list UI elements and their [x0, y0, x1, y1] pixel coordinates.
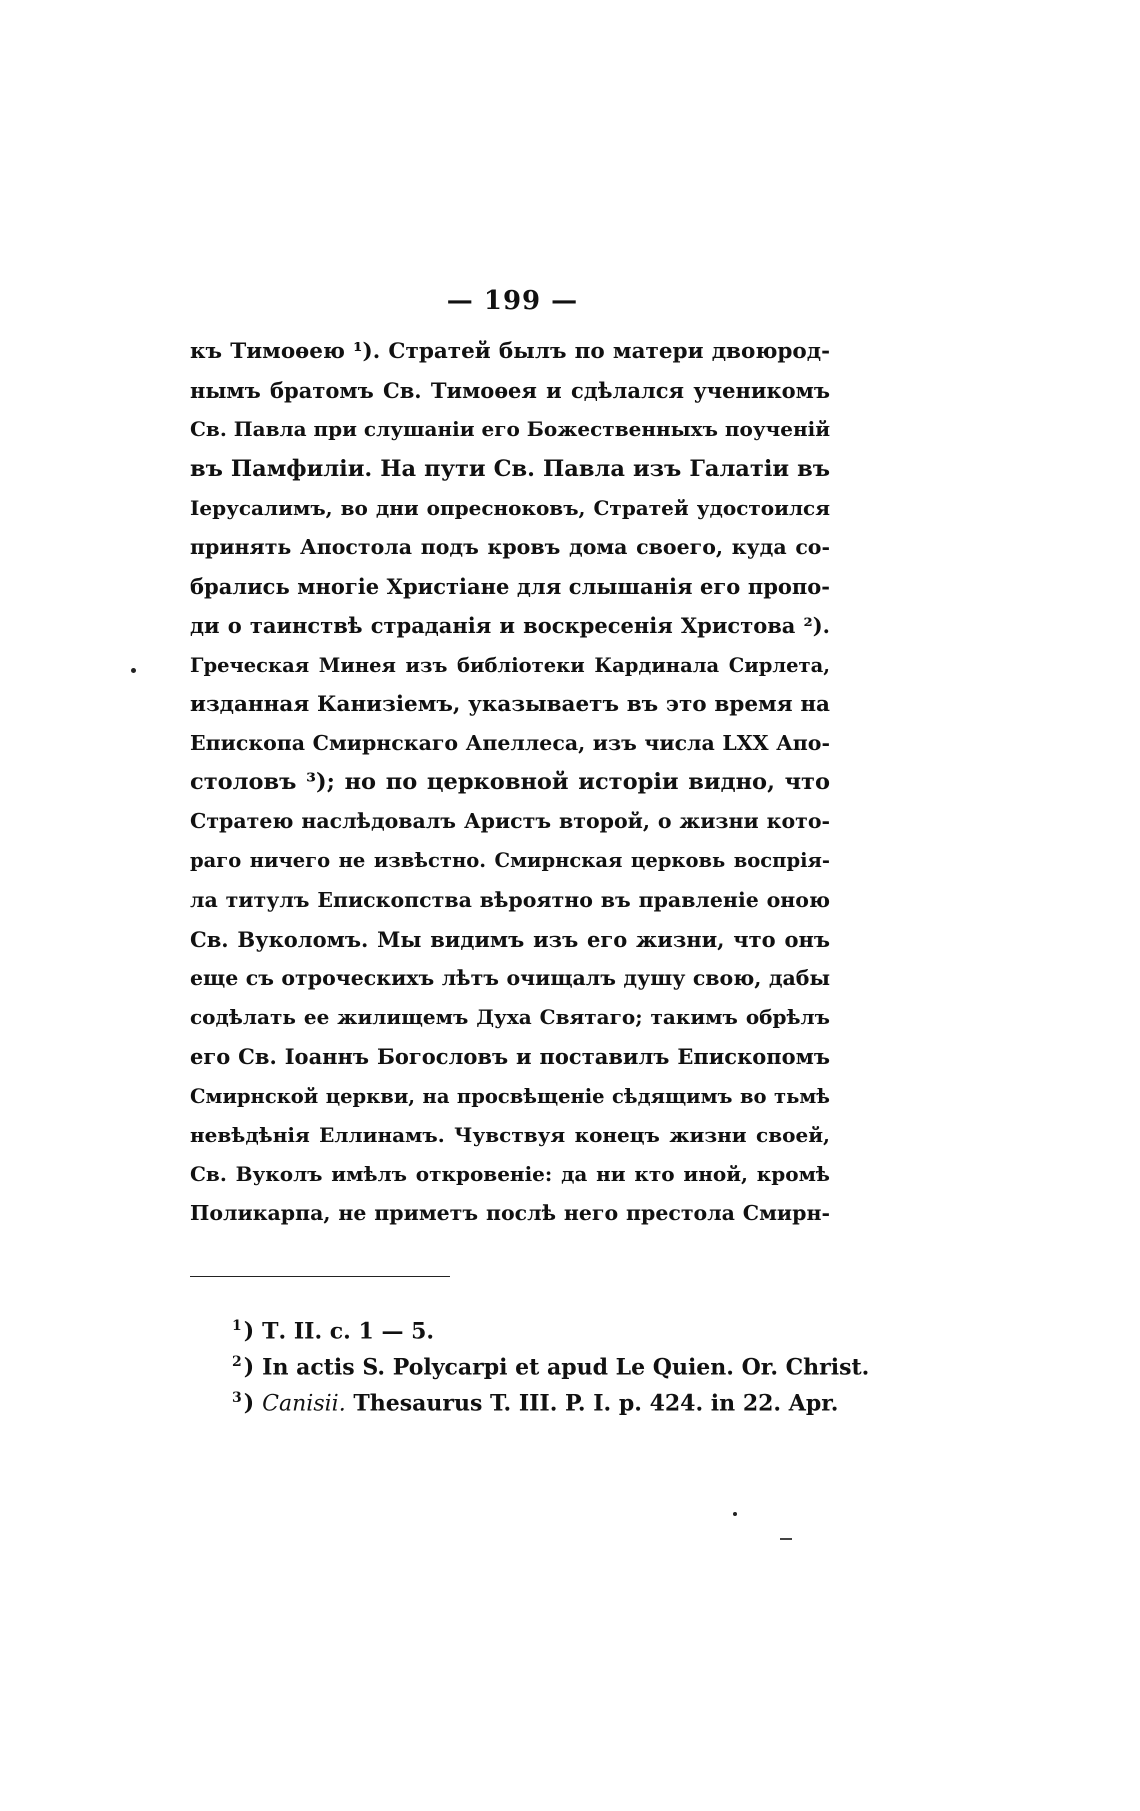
text-line: Св. Вуколъ имѣлъ откровеніе: да ни кто иной, кромѣ — [190, 1161, 830, 1186]
text-line: содѣлать ее жилищемъ Духа Святаго; такимъ обрѣлъ — [190, 1005, 830, 1030]
footnote-mark: 2 — [232, 1354, 242, 1370]
text-line: нымъ братомъ Св. Тимоѳея и сдѣлался ученикомъ — [190, 378, 830, 404]
text-line: въ Памфиліи. На пути Св. Павла изъ Галатіи въ — [190, 455, 830, 482]
text-line: Іерусалимъ, во дни опресноковъ, Стратей удостоился — [190, 495, 830, 520]
text-line: Греческая Минея изъ библіотеки Кардинала Сирлета, — [190, 653, 830, 677]
footnote: $^2$) In actis S. Polycarpi et apud Le Quien. Or. Christ. — [232, 1354, 870, 1381]
footnote-text: Т. II. с. 1 — 5. — [262, 1318, 435, 1345]
text-line: еще съ отроческихъ лѣтъ очищалъ душу свою, дабы — [190, 966, 830, 990]
text-line: невѣдѣнія Еллинамъ. Чувствуя конецъ жизни своей, — [190, 1122, 830, 1147]
footnote: $^1$) Т. II. с. 1 — 5. — [232, 1318, 435, 1345]
text-line: Стратею наслѣдовалъ Аристъ второй, о жизни кото- — [190, 809, 830, 834]
text-line: ди о таинствѣ страданія и воскресенія Христова ²). — [190, 613, 830, 639]
body-text — [190, 332, 830, 1233]
text-line: изданная Канизіемъ, указываетъ въ это время на — [190, 691, 830, 717]
footnotes — [232, 1308, 870, 1417]
text-line: Епископа Смирнскаго Апеллеса, изъ числа LXX Апо- — [190, 730, 830, 755]
text-line: къ Тимоѳею ¹). Стратей былъ по матери двоюрод- — [190, 339, 830, 364]
footnote: $^3$) Canisii. Thesaurus T. III. P. I. p. 424. in 22. Apr. — [232, 1390, 839, 1417]
footnote-mark: 3 — [232, 1390, 242, 1406]
text-line: его Св. Іоаннъ Богословъ и поставилъ Епископомъ — [190, 1044, 830, 1070]
text-line: Св. Вуколомъ. Мы видимъ изъ его жизни, что онъ — [190, 926, 830, 952]
footnote-author: Canisii. — [262, 1391, 346, 1417]
stray-mark — [733, 1512, 737, 1516]
margin-mark — [131, 668, 136, 673]
text-line: раго ничего не извѣстно. Смирнская церковь воспрія- — [190, 849, 830, 873]
text-line: столовъ ³); но по церковной исторіи видно, что — [190, 769, 830, 796]
text-line: Св. Павла при слушаніи его Божественныхъ поученій — [190, 417, 830, 442]
footnote-mark: 1 — [232, 1318, 242, 1334]
footnote-text: Thesaurus T. III. P. I. p. 424. in 22. Apr. — [353, 1390, 839, 1417]
text-line: ла титулъ Епископства вѣроятно въ правленіе оною — [190, 887, 830, 912]
stray-mark — [780, 1538, 792, 1540]
text-line: принять Апостола подъ кровъ дома своего, куда со- — [190, 534, 830, 559]
text-line: Поликарпа, не приметъ послѣ него престола Смирн- — [190, 1201, 830, 1226]
page-number: — 199 — — [446, 286, 579, 316]
text-line: брались многіе Христіане для слышанія его пропо- — [190, 574, 830, 600]
text-line: Смирнской церкви, на просвѣщеніе сѣдящимъ во тьмѣ — [190, 1084, 830, 1108]
footnote-divider — [190, 1276, 450, 1277]
footnote-text: In actis S. Polycarpi et apud Le Quien. Or. Christ. — [262, 1354, 870, 1381]
